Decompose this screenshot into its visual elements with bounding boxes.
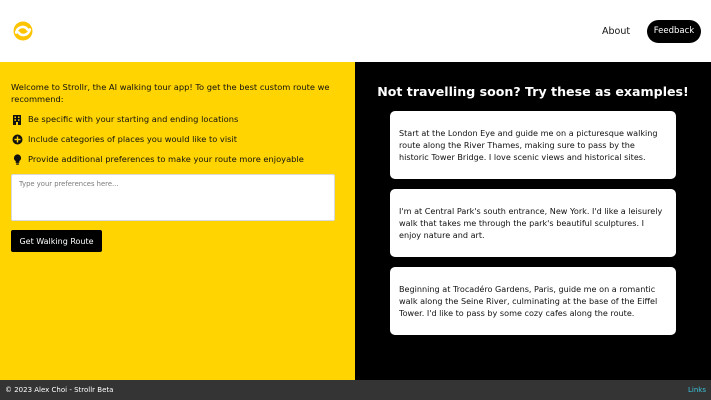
tip-text: Provide additional preferences to make your route more enjoyable (28, 154, 304, 164)
lightbulb-icon (11, 153, 23, 165)
building-icon (11, 113, 23, 125)
footer-links[interactable]: Links (688, 386, 706, 394)
feedback-button[interactable]: Feedback (647, 20, 701, 43)
tip-item-preferences (11, 153, 304, 165)
example-card-london[interactable] (390, 111, 676, 179)
strollr-logo-icon[interactable] (13, 21, 33, 41)
examples-title: Not travelling soon? Try these as examples! (377, 84, 689, 99)
examples-panel (355, 62, 711, 380)
example-card-new-york[interactable] (390, 189, 676, 257)
preferences-input[interactable] (11, 174, 335, 221)
tip-text: Include categories of places you would like to visit (28, 134, 238, 144)
intro-text: Welcome to Strollr, the AI walking tour app! To get the best custom route we recommend: (11, 82, 330, 104)
plus-circle-icon (11, 133, 23, 145)
tip-text: Be specific with your starting and ending locations (28, 114, 239, 124)
example-text: Start at the London Eye and guide me on a picturesque walking route along the River Thames, making sure to pass by the historic Tower Bridge. I love scenic views and historical sites. (399, 128, 658, 162)
tip-item-locations (11, 113, 238, 125)
copyright-text: © 2023 Alex Choi - Strollr Beta (5, 386, 114, 394)
top-header (0, 0, 711, 62)
nav-about-link[interactable]: About (602, 26, 631, 37)
example-card-paris[interactable] (390, 267, 676, 335)
get-walking-route-button[interactable]: Get Walking Route (11, 230, 102, 252)
tip-item-categories (11, 133, 237, 145)
example-text: Beginning at Trocadéro Gardens, Paris, guide me on a romantic walk along the Seine River, culminating at the base of the Eiffel Tower. I'd like to pass by some cozy cafes along the route. (399, 284, 658, 318)
example-text: I'm at Central Park's south entrance, New York. I'd like a leisurely walk that takes me through the park's beautiful sculptures. I enjoy nature and art. (399, 206, 663, 240)
footer (0, 380, 711, 400)
route-request-panel (0, 62, 355, 380)
